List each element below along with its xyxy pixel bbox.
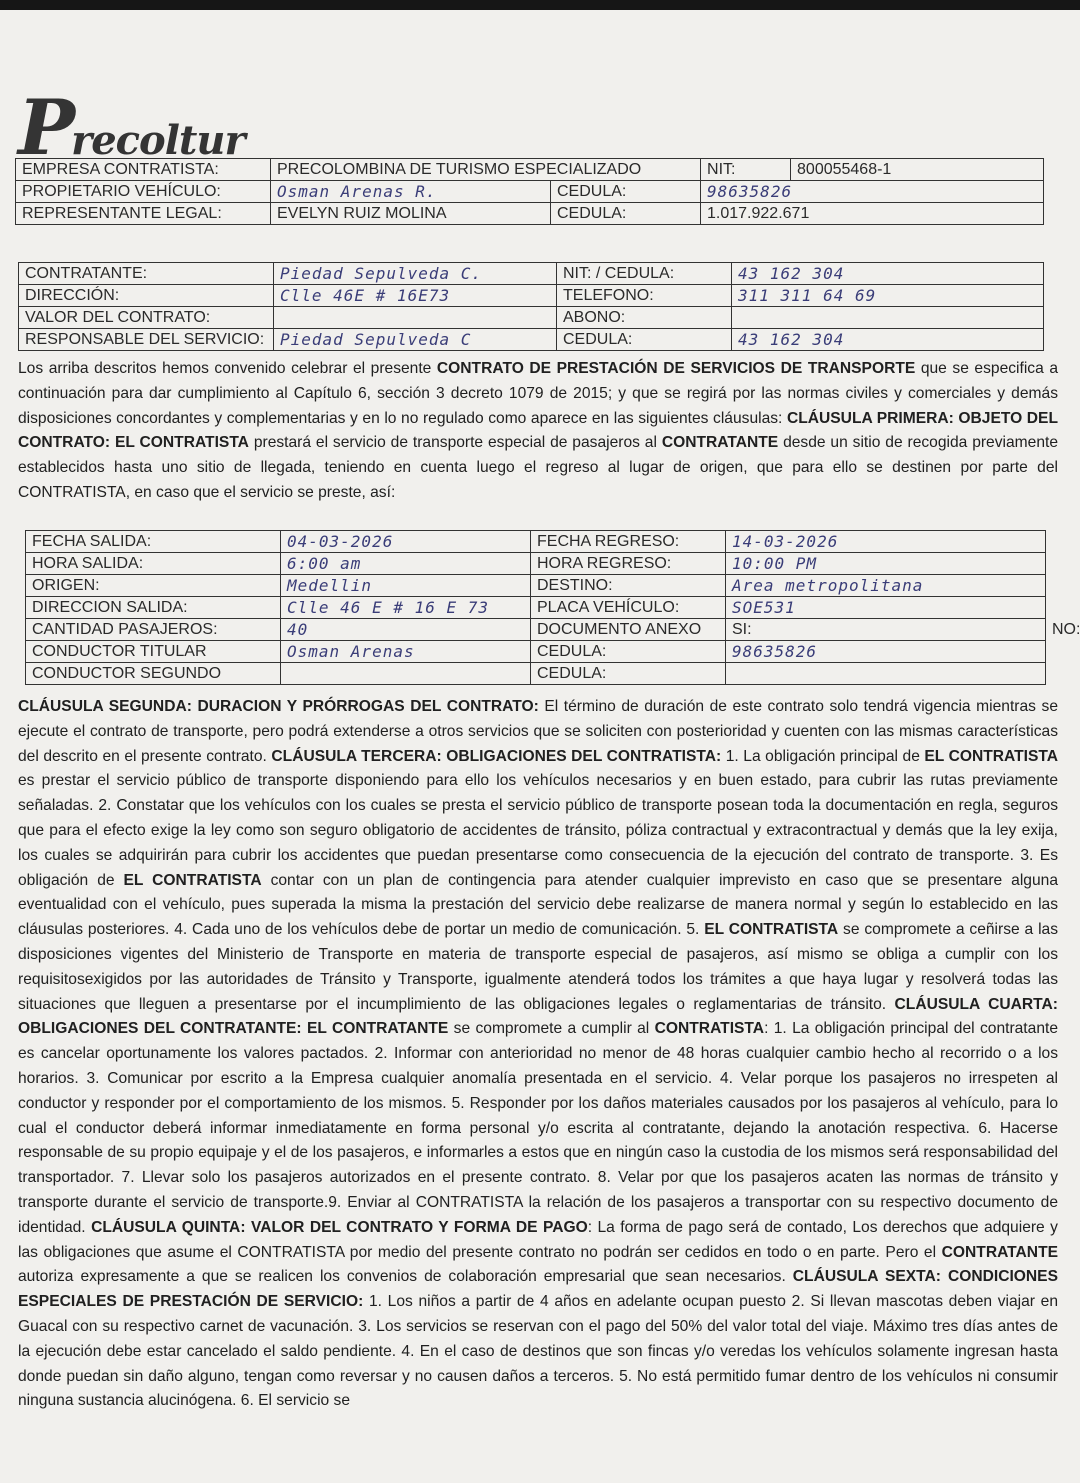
- direccion-salida-value: Clle 46 E # 16 E 73: [281, 597, 531, 619]
- table-row: [26, 531, 1046, 553]
- conductor-segundo-cedula: [726, 663, 1046, 685]
- hora-regreso-label: HORA REGRESO:: [531, 553, 726, 575]
- empresa-label: EMPRESA CONTRATISTA:: [16, 159, 271, 181]
- table-row: [16, 203, 1044, 225]
- responsable-label: RESPONSABLE DEL SERVICIO:: [19, 329, 274, 351]
- responsable-value: Piedad Sepulveda C: [274, 329, 557, 351]
- valor-label: VALOR DEL CONTRATO:: [19, 307, 274, 329]
- cedula-label: CEDULA:: [531, 663, 726, 685]
- conductor-titular-cedula: 98635826: [726, 641, 1046, 663]
- destino-label: DESTINO:: [531, 575, 726, 597]
- propietario-label: PROPIETARIO VEHÍCULO:: [16, 181, 271, 203]
- no-label: NO:: [1052, 620, 1080, 638]
- table-row: [19, 329, 1044, 351]
- telefono-value: 311 311 64 69: [732, 285, 1044, 307]
- cantidad-value: 40: [281, 619, 531, 641]
- table-row: [19, 285, 1044, 307]
- nit-value: 800055468-1: [791, 159, 1044, 181]
- placa-label: PLACA VEHÍCULO:: [531, 597, 726, 619]
- representante-cedula: 1.017.922.671: [701, 203, 1044, 225]
- fecha-regreso-value: 14-03-2026: [726, 531, 1046, 553]
- representante-label: REPRESENTANTE LEGAL:: [16, 203, 271, 225]
- destino-value: Area metropolitana: [726, 575, 1046, 597]
- origen-label: ORIGEN:: [26, 575, 281, 597]
- origen-value: Medellin: [281, 575, 531, 597]
- intro-paragraph: Los arriba descritos hemos convenido celebrar el presente CONTRATO DE PRESTACIÓN DE SERVICIOS DE TRANSPORTE que se especifica a continuación para dar cumplimiento al Capítulo 6, sección 3 decreto 1079 de 2015; y que se regirá por las normas civiles y comerciales y demás disposiciones concordantes y complementarias y en lo no regulado como aparece en las siguientes cláusulas: CLÁUSULA PRIMERA: OBJETO DEL CONTRATO: EL CONTRATISTA prestará el servicio de transporte especial de pasajeros al CONTRATANTE desde un sitio de recogida previamente establecidos hasta uno sitio de llegada, teniendo en cuenta luego el regreso al lugar de origen, que para ello se destinen por parte del CONTRATISTA, en caso que el servicio se preste, así:: [18, 360, 1059, 501]
- nit-cedula-value: 43 162 304: [732, 263, 1044, 285]
- servicio-table: [25, 530, 1080, 685]
- direccion-label: DIRECCIÓN:: [19, 285, 274, 307]
- fecha-salida-label: FECHA SALIDA:: [26, 531, 281, 553]
- contratante-label: CONTRATANTE:: [19, 263, 274, 285]
- conductor-segundo-label: CONDUCTOR SEGUNDO: [26, 663, 281, 685]
- documento-options: [726, 619, 1080, 641]
- table-row: [19, 263, 1044, 285]
- valor-value: [274, 307, 557, 329]
- cedula-label: CEDULA:: [551, 181, 701, 203]
- fecha-regreso-label: FECHA REGRESO:: [531, 531, 726, 553]
- table-row: [26, 575, 1046, 597]
- conductor-titular-label: CONDUCTOR TITULAR: [26, 641, 281, 663]
- fecha-salida-value: 04-03-2026: [281, 531, 531, 553]
- contratante-table: [18, 262, 1044, 351]
- direccion-value: Clle 46E # 16E73: [274, 285, 557, 307]
- telefono-label: TELEFONO:: [557, 285, 732, 307]
- table-row: [26, 619, 1046, 641]
- hora-regreso-value: 10:00 PM: [726, 553, 1046, 575]
- representante-value: EVELYN RUIZ MOLINA: [271, 203, 551, 225]
- abono-label: ABONO:: [557, 307, 732, 329]
- table-row: [26, 641, 1046, 663]
- cedula-label: CEDULA:: [551, 203, 701, 225]
- cantidad-label: CANTIDAD PASAJEROS:: [26, 619, 281, 641]
- clauses-paragraph: CLÁUSULA SEGUNDA: DURACION Y PRÓRROGAS DEL CONTRATO: El término de duración de este contrato solo tendrá vigencia mientras se ejecute el contrato de transporte, pero podrá extenderse a otros servicios que se soliciten con posterioridad y cuenten con las mismas características del descrito en el presente contrato. CLÁUSULA TERCERA: OBLIGACIONES DEL CONTRATISTA: 1. La obligación principal de EL CONTRATISTA es prestar el servicio público de transporte disponiendo para ello los vehículos necesarios y en buen estado, para cubrir las rutas previamente señaladas. 2. Constatar que los vehículos con los cuales se presta el servicio público de transporte posean toda la documentación en regla, seguros que para el efecto exige la ley como son seguro obligatorio de accidentes de tránsito, póliza contractual y extracontractual y demás que la ley exija, los cuales se adquirirán para cubrir los accidentes que puedan presentarse como consecuencia de la ejecución del contrato de transporte. 3. Es obligación de EL CONTRATISTA contar con un plan de contingencia para atender cualquier imprevisto en caso que se presentare alguna eventualidad con el vehículo, pues superada la misma la prestación del servicio debe realizarse de manera normal y según lo establecido en las cláusulas posteriores. 4. Cada uno de los vehículos debe de portar un medio de comunicación. 5. EL CONTRATISTA se compromete a ceñirse a las disposiciones vigentes del Ministerio de Transporte en materia de transporte especial de pasajeros, así mismo se obliga a cumplir con los requisitosexigidos por las autoridades de Tránsito y Transporte, igualmente atenderá todos los trámites a que haya lugar y resolverá todas las situaciones que lleguen a presentarse por el incumplimiento de las obligaciones legales o reglamentarias de tránsito. CLÁUSULA CUARTA: OBLIGACIONES DEL CONTRATANTE: EL CONTRATANTE se compromete a cumplir al CONTRATISTA: 1. La obligación principal del contratante es cancelar oportunamente los valores pactados. 2. Informar con anterioridad no menor de 48 horas cualquier cambio hecho al recorrido o a los horarios. 3. Comunicar por escrito a la Empresa cualquier anomalía presentada en el servicio. 4. Velar porque los pasajeros no irrespeten al conductor y responder por el comportamiento de los mismos. 5. Responder por los daños materiales causados por los pasajeros al vehículo, para lo cual el conductor deberá informar inmediatamente en forma personal y/o escrita al contratante, dejando la anotación respectiva. 6. Hacerse responsable de su propio equipaje y el de los pasajeros, e informarles a estos que en ningún caso la custodia de los mismos será responsabilidad del transportador. 7. Llevar solo los pasajeros autorizados en el presente contrato. 8. Velar por que los pasajeros acaten las normas de tránsito y transporte durante el servicio de transporte.9. Enviar al CONTRATISTA la relación de los pasajeros a transportar con su respectivo documento de identidad. CLÁUSULA QUINTA: VALOR DEL CONTRATO Y FORMA DE PAGO: La forma de pago será de contado, Los derechos que adquiere y las obligaciones que asume el CONTRATISTA por medio del presente contrato no podrán ser cedidos en todo o en parte. Pero el CONTRATANTE autoriza expresamente a que se realicen los convenios de colaboración empresarial que sean necesarios. CLÁUSULA SEXTA: CONDICIONES ESPECIALES DE PRESTACIÓN DE SERVICIO: 1. Los niños a partir de 4 años en adelante ocupan puesto 2. Si llevan mascotas deben viajar en Guacal con su respectivo carnet de vacunación. 3. Los servicios se reservan con el pago del 50% del valor total del viaje. Máximo tres días antes de la ejecución debe estar cancelado el saldo pendiente. 4. En el caso de destinos que son fincas y/o veredas los vehículos solamente ingresan hasta donde puedan sin daño alguno, tengan como reversar y no causen daños a terceros. 5. No está permitido fumar dentro de los vehículos ni consumir ninguna sustancia alucinógena. 6. El servicio se: [18, 698, 1059, 1410]
- cedula-label: CEDULA:: [557, 329, 732, 351]
- contratante-value: Piedad Sepulveda C.: [274, 263, 557, 285]
- nit-label: NIT:: [701, 159, 791, 181]
- table-row: [26, 553, 1046, 575]
- company-logo: Precoltur: [18, 83, 245, 172]
- propietario-cedula: 98635826: [701, 181, 1044, 203]
- placa-value: SOE531: [726, 597, 1046, 619]
- empresa-value: PRECOLOMBINA DE TURISMO ESPECIALIZADO: [271, 159, 701, 181]
- table-row: [16, 159, 1044, 181]
- hora-salida-label: HORA SALIDA:: [26, 553, 281, 575]
- direccion-salida-label: DIRECCION SALIDA:: [26, 597, 281, 619]
- table-row: [26, 597, 1046, 619]
- table-row: [19, 307, 1044, 329]
- responsable-cedula: 43 162 304: [732, 329, 1044, 351]
- conductor-segundo-value: [281, 663, 531, 685]
- documento-label: DOCUMENTO ANEXO: [531, 619, 726, 641]
- photo-edge: [0, 0, 1080, 10]
- table-row: [16, 181, 1044, 203]
- table-row: [26, 663, 1046, 685]
- page-bottom-fade: [0, 1440, 1080, 1483]
- abono-value: [732, 307, 1044, 329]
- company-table: [15, 158, 1044, 225]
- hora-salida-value: 6:00 am: [281, 553, 531, 575]
- propietario-value: Osman Arenas R.: [271, 181, 551, 203]
- si-label: SI:: [732, 620, 752, 638]
- cedula-label: CEDULA:: [531, 641, 726, 663]
- nit-cedula-label: NIT: / CEDULA:: [557, 263, 732, 285]
- conductor-titular-value: Osman Arenas: [281, 641, 531, 663]
